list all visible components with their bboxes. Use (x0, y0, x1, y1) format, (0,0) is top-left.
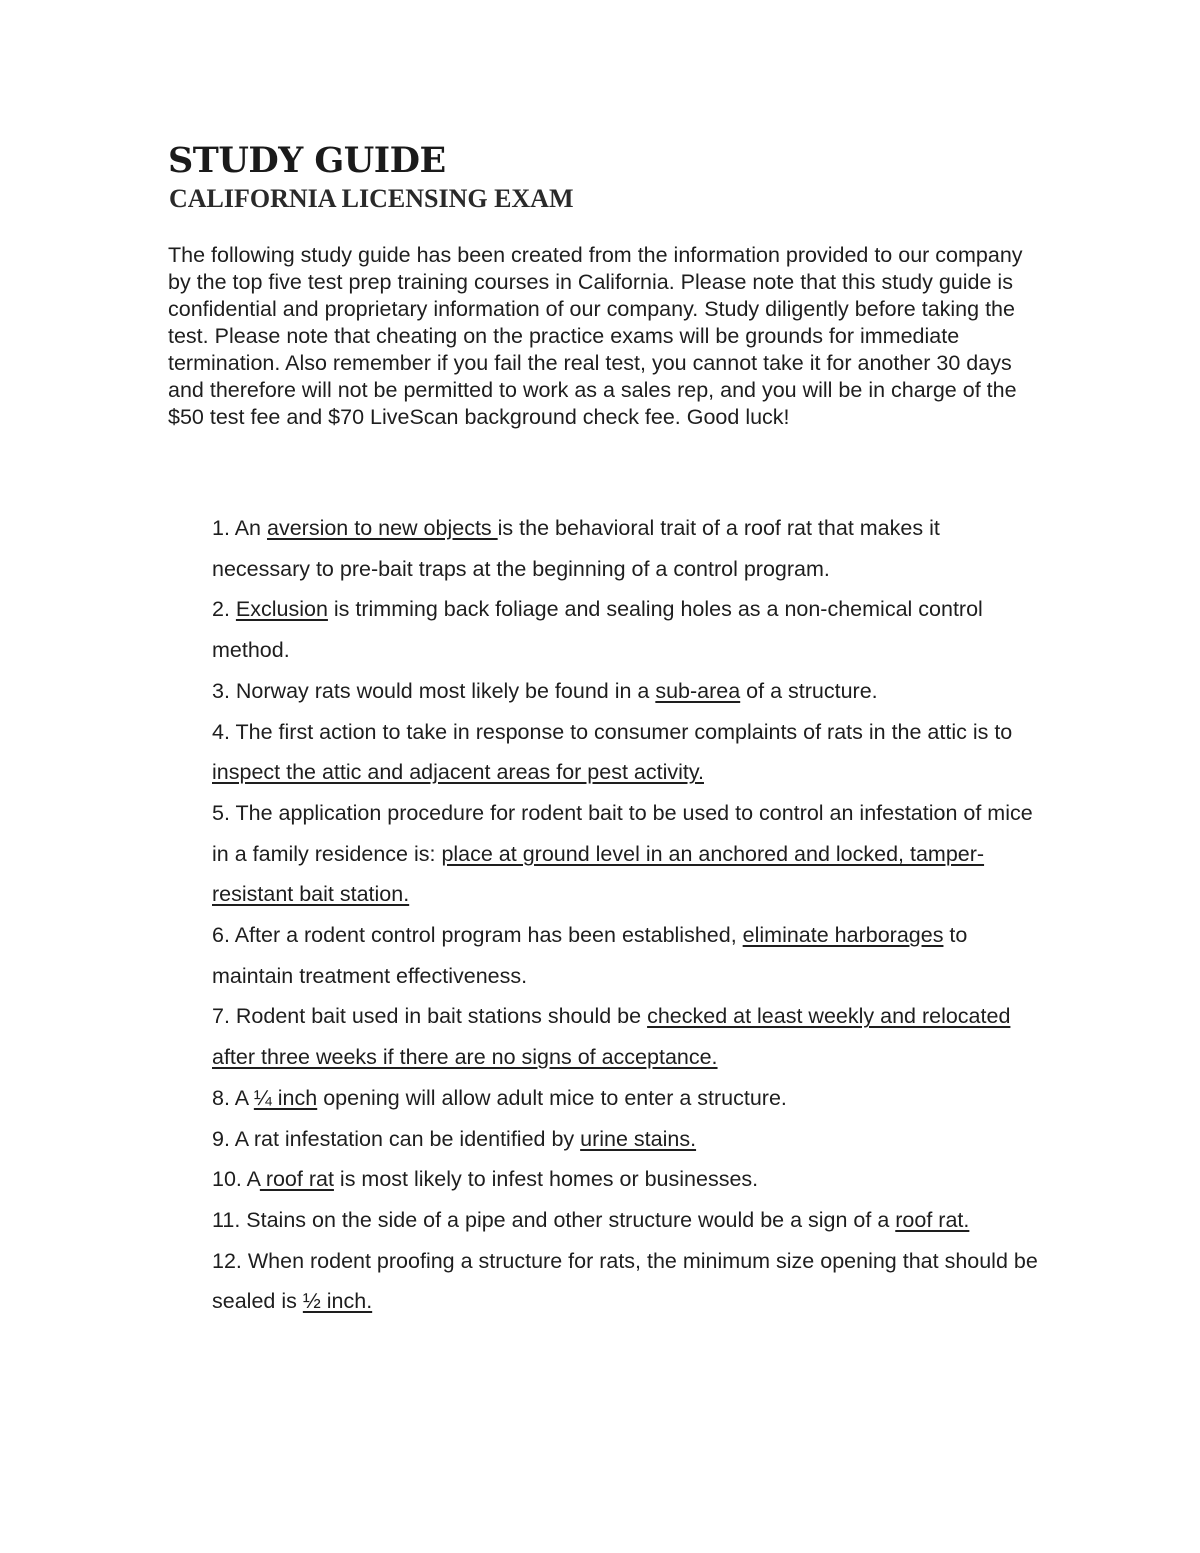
question-item (212, 589, 1042, 670)
question-item (212, 1159, 1042, 1200)
question-list (212, 508, 1042, 1322)
question-item (212, 1119, 1042, 1160)
question-text: opening will allow adult mice to enter a structure. (317, 1085, 787, 1110)
question-answer: ½ inch. (302, 1289, 373, 1314)
question-text: 8. A (212, 1085, 254, 1110)
question-answer: roof rat (259, 1167, 334, 1192)
question-answer: Exclusion (235, 597, 328, 622)
question-answer: sub-area (655, 678, 741, 703)
question-answer: urine stains. (580, 1126, 697, 1151)
question-text: is trimming back foliage and sealing holes as a non-chemical control method. (212, 597, 983, 663)
question-text: 6. After a rodent control program has been established, (212, 923, 743, 948)
question-text: 7. Rodent bait used in bait stations should be (212, 1004, 648, 1029)
document-subtitle: CALIFORNIA LICENSING EXAM (169, 184, 574, 213)
question-answer: inspect the attic and adjacent areas for pest activity. (212, 760, 704, 785)
question-answer: checked at least weekly and relocated after three weeks if there are no signs of acceptance. (212, 1004, 1011, 1070)
question-item (212, 996, 1042, 1077)
intro-paragraph: The following study guide has been created from the information provided to our company by the top five test prep training courses in California. Please note that this study guide is confidential and proprietary information of our company. Study diligently before taking the test. Please note that cheating on the practice exams will be grounds for immediate termination. Also remember if you fail the real test, you cannot take it for another 30 days and therefore will not be permitted to work as a sales rep, and you will be in charge of the $50 test fee and $70 LiveScan background check fee. Good luck! (168, 243, 1023, 429)
question-text: 9. A rat infestation can be identified by (212, 1126, 581, 1151)
question-text: of a structure. (740, 678, 878, 703)
question-text: to maintain treatment effectiveness. (212, 923, 968, 988)
question-answer: roof rat. (895, 1207, 970, 1232)
question-item (212, 915, 1042, 996)
question-item (212, 1241, 1042, 1322)
question-item (212, 793, 1042, 915)
question-answer: aversion to new objects (267, 516, 498, 540)
question-item (212, 712, 1042, 793)
question-text: is most likely to infest homes or businesses. (333, 1167, 759, 1192)
question-text: 4. The first action to take in response to consumer complaints of rats in the attic is to (212, 719, 1013, 744)
question-text: 1. An (212, 516, 267, 540)
question-answer: place at ground level in an anchored and locked, tamper-resistant bait station. (212, 841, 985, 907)
question-answer: ¼ inch (253, 1085, 318, 1110)
question-item (212, 671, 1042, 712)
question-text: is the behavioral trait of a roof rat that makes it necessary to pre-bait traps at the beginning of a control program. (212, 516, 940, 581)
question-item (212, 1078, 1042, 1119)
question-text: 11. Stains on the side of a pipe and other structure would be a sign of a (212, 1207, 896, 1232)
question-text: 12. When rodent proofing a structure for rats, the minimum size opening that should be sealed is (212, 1248, 1038, 1314)
question-item (212, 508, 1042, 589)
question-answer: eliminate harborages (742, 923, 944, 948)
question-text: 5. The application procedure for rodent bait to be used to control an infestation of mice in a family residence is: (212, 800, 1033, 866)
question-text: 2. (212, 597, 236, 622)
question-text: 3. Norway rats would most likely be found in a (212, 678, 656, 703)
document-title: STUDY GUIDE (168, 140, 446, 181)
question-text: 10. A (212, 1167, 260, 1192)
question-item (212, 1200, 1042, 1241)
